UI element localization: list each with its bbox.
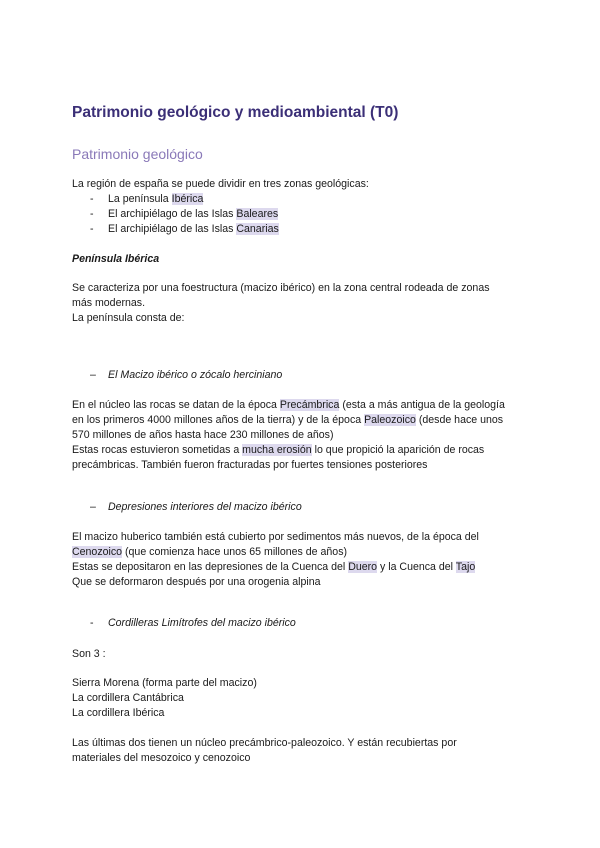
paragraph-line: en los primeros 4000 millones años de la tierra) y de la época Paleozoico (desde hace unos (72, 414, 504, 426)
list-dash: - (90, 223, 94, 235)
subheading-depresiones: – Depresiones interiores del macizo ibérico (90, 501, 302, 513)
paragraph-line: Cenozoico (que comienza hace unos 65 millones de años) (72, 546, 348, 558)
list-dash: – (90, 369, 96, 381)
paragraph-line: precámbricas. También fueron fracturadas por fuertes tensiones posteriores (72, 459, 428, 471)
highlight: Baleares (236, 208, 279, 220)
subheading-macizo: – El Macizo ibérico o zócalo herciniano (90, 369, 283, 381)
highlight: Duero (348, 561, 378, 573)
paragraph-line: materiales del mesozoico y cenozoico (72, 752, 251, 764)
highlight: Canarias (236, 223, 279, 235)
highlight: Precámbrica (279, 399, 340, 411)
paragraph-line: 570 millones de años hasta hace 230 millones de años) (72, 429, 334, 441)
highlight: Tajo (455, 561, 476, 573)
highlight: Paleozoico (364, 414, 416, 426)
list-item: - La península Ibérica (90, 193, 204, 205)
list-item: - El archipiélago de las Islas Baleares (90, 208, 279, 220)
list-item: La cordillera Cantábrica (72, 692, 184, 704)
paragraph-line: El macizo huberico también está cubierto por sedimentos más nuevos, de la época del (72, 531, 479, 543)
paragraph-line: Que se deformaron después por una orogenia alpina (72, 576, 321, 588)
paragraph-line: más modernas. (72, 297, 146, 309)
section-subtitle: Patrimonio geológico (72, 146, 203, 162)
subheading-cordilleras: - Cordilleras Limítrofes del macizo ibérico (90, 617, 296, 629)
highlight: Cenozoico (72, 546, 123, 558)
section-heading-peninsula: Península Ibérica (72, 253, 160, 265)
highlight: Ibérica (171, 193, 204, 205)
list-dash: - (90, 208, 94, 220)
paragraph-line: En el núcleo las rocas se datan de la época Precámbrica (esta a más antigua de la geología (72, 399, 505, 411)
paragraph-line: Estas se depositaron en las depresiones de la Cuenca del Duero y la Cuenca del Tajo (72, 561, 476, 573)
page-title: Patrimonio geológico y medioambiental (T0) (72, 104, 399, 121)
list-dash: - (90, 193, 94, 205)
list-item: Sierra Morena (forma parte del macizo) (72, 677, 257, 689)
list-item: La cordillera Ibérica (72, 707, 165, 719)
highlight: mucha erosión (242, 444, 312, 456)
intro-text: La región de españa se puede dividir en tres zonas geológicas: (72, 178, 369, 190)
paragraph-line: Son 3 : (72, 648, 106, 660)
paragraph-line: Se caracteriza por una foestructura (macizo ibérico) en la zona central rodeada de zonas (72, 282, 490, 294)
list-dash: – (90, 501, 96, 513)
paragraph-line: Estas rocas estuvieron sometidas a mucha erosión lo que propició la aparición de rocas (72, 444, 485, 456)
list-dash: - (90, 617, 94, 629)
paragraph-line: La península consta de: (72, 312, 185, 324)
paragraph-line: Las últimas dos tienen un núcleo precámbrico-paleozoico. Y están recubiertas por (72, 737, 457, 749)
list-item: - El archipiélago de las Islas Canarias (90, 223, 279, 235)
